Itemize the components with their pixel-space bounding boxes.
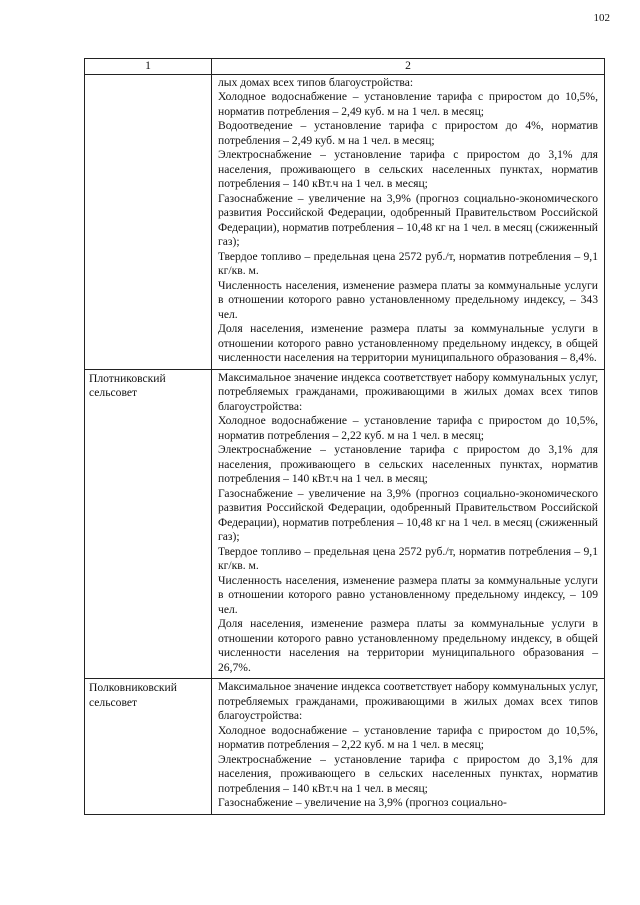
municipality-name: Полковниковский сельсовет [85,679,212,815]
paragraph: Холодное водоснабжение – установление тарифа с приростом до 10,5%, норматив потребления – 2,22 куб. м на 1 чел. в месяц; [218,414,598,442]
paragraph: Численность населения, изменение размера платы за коммунальные услуги в отношении которого равно установленному предельному индексу, – 343 чел. [218,278,598,321]
table-row [85,74,605,369]
paragraph: Доля населения, изменение размера платы за коммунальные услуги в отношении которого равно установленному предельному индексу, в общей численности населения на территории муниципального образования – 26,7%. [218,617,598,674]
column-number-row [85,59,605,75]
paragraph: Холодное водоснабжение – установление тарифа с приростом до 10,5%, норматив потребления – 2,49 куб. м на 1 чел. в месяц; [218,90,598,118]
paragraph: Электроснабжение – установление тарифа с приростом до 3,1% для населения, проживающего в сельских населенных пунктах, норматив потребления – 140 кВт.ч на 1 чел. в месяц; [218,752,598,795]
paragraph: Доля населения, изменение размера платы за коммунальные услуги в отношении которого равно установленному предельному индексу, в общей численности населения на территории муниципального образования – 8,4%. [218,322,598,364]
municipal-table [84,58,605,815]
municipality-name [85,74,212,369]
indicator-description [212,679,605,815]
paragraph: лых домах всех типов благоустройства: [218,75,414,89]
paragraph: Численность населения, изменение размера платы за коммунальные услуги в отношении которого равно установленному предельному индексу, – 109 чел. [218,573,598,616]
paragraph: Электроснабжение – установление тарифа с приростом до 3,1% для населения, проживающего в сельских населенных пунктах, норматив потребления – 140 кВт.ч на 1 чел. в месяц; [218,443,598,485]
paragraph: Твердое топливо – предельная цена 2572 руб./т, норматив потребления – 9,1 кг/кв. м. [218,249,598,277]
page-number: 102 [593,12,610,24]
paragraph: Газоснабжение – увеличение на 3,9% (прогноз социально- [218,796,507,809]
indicator-description [212,74,605,369]
paragraph: Электроснабжение – установление тарифа с приростом до 3,1% для населения, проживающего в сельских населенных пунктах, норматив потребления – 140 кВт.ч на 1 чел. в месяц; [218,148,598,190]
paragraph: Максимальное значение индекса соответствует набору коммунальных услуг, потребляемых гражданами, проживающими в жилых домах всех типов благоустройства: [218,680,598,722]
paragraph: Газоснабжение – увеличение на 3,9% (прогноз социально-экономического развития Российской Федерации, одобренный Правительством Российской Федерации), норматив потребления – 10,48 кг на 1 чел. в месяц (сжиженный газ); [218,486,598,543]
paragraph: Газоснабжение – увеличение на 3,9% (прогноз социально-экономического развития Российской Федерации, одобренный Правительством Российской Федерации), норматив потребления – 10,48 кг на 1 чел. в месяц (сжиженный газ); [218,191,598,248]
paragraph: Водоотведение – установление тарифа с приростом до 4%, норматив потребления – 2,49 куб. м на 1 чел. в месяц; [218,119,598,147]
column-number-1: 1 [85,59,212,75]
municipality-name: Плотниковский сельсовет [85,369,212,679]
paragraph: Максимальное значение индекса соответствует набору коммунальных услуг, потребляемых гражданами, проживающими в жилых домах всех типов благоустройства: [218,370,598,413]
paragraph: Твердое топливо – предельная цена 2572 руб./т, норматив потребления – 9,1 кг/кв. м. [218,544,598,572]
column-number-2: 2 [212,59,605,75]
table-row [85,369,605,679]
table-row [85,679,605,815]
paragraph: Холодное водоснабжение – установление тарифа с приростом до 10,5%, норматив потребления – 2,22 куб. м на 1 чел. в месяц; [218,723,598,751]
indicator-description [212,369,605,679]
